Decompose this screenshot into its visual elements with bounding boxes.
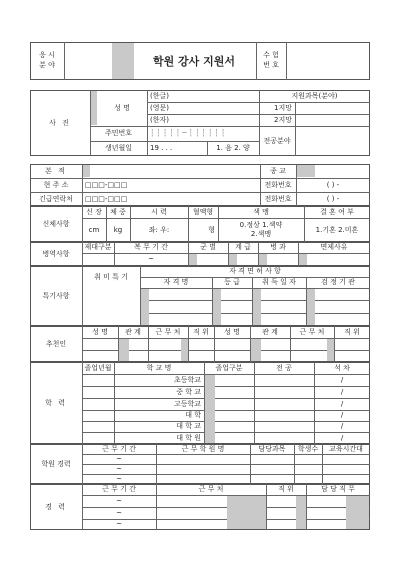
academy-students-header: 학생수: [297, 444, 319, 453]
first-choice-input[interactable]: [295, 102, 370, 114]
exemption-header: 면제사유: [320, 243, 348, 251]
shaded-cell: [82, 165, 90, 177]
rank-field[interactable]: /: [340, 387, 344, 396]
colorblind-header: 색 맹: [253, 207, 269, 216]
name-label: 성 명: [114, 103, 130, 112]
first-choice-label: 1지망: [274, 103, 292, 112]
major-header: 전 공: [276, 363, 292, 372]
specialty-header: 병 과: [270, 243, 286, 251]
address-field[interactable]: □□□-□□□: [85, 180, 128, 189]
exam-no-label: 수 험 번 호: [263, 51, 279, 69]
academy-period-field[interactable]: ~: [116, 454, 122, 463]
referee-name-header-2: 성 명: [224, 327, 240, 336]
rank-header: 석 차: [334, 363, 350, 372]
referee-relation-header-1: 관 계: [125, 327, 141, 336]
school-high[interactable]: 고등학교: [173, 399, 201, 408]
shaded-cell: [141, 289, 149, 325]
license-grade-header: 등 급: [224, 278, 240, 286]
service-period-field[interactable]: ~: [148, 255, 154, 263]
academy-subject-header: 담당과목: [258, 444, 286, 453]
vision-header: 시 력: [151, 207, 167, 216]
weight-field[interactable]: kg: [113, 225, 123, 234]
license-label: 자 격 면 허 사 항: [229, 267, 281, 275]
career-period-header: 근 무 기 간: [102, 485, 136, 493]
hobby-input[interactable]: [82, 288, 140, 326]
discharge-field[interactable]: [82, 253, 114, 266]
bloodtype-field[interactable]: 형: [208, 225, 215, 234]
origin-label: 본 적: [45, 166, 67, 175]
referee-position-header-1: 직 위: [193, 327, 209, 336]
academy-hours-header: 교육시간대: [329, 444, 363, 453]
shaded-cell: [189, 254, 197, 265]
birth-label: 생년월일: [104, 144, 133, 152]
shaded-cell: [181, 339, 188, 361]
grad-type-header: 졸업구분: [215, 363, 243, 372]
grad-date-header: 졸업년월: [84, 363, 112, 372]
license-name-header: 자 격 명: [163, 278, 189, 286]
discharge-header: 제대구분: [84, 243, 112, 251]
referee-relation-header-2: 관 계: [262, 327, 278, 336]
shaded-cell: [205, 375, 215, 443]
career-period-field[interactable]: ~: [116, 520, 122, 528]
phone2-label: 전화번호: [264, 194, 292, 203]
divider: [334, 326, 335, 362]
special-section-label: 특기사항: [42, 291, 70, 300]
career-period-field[interactable]: ~: [116, 496, 122, 505]
service-period-header: 복 무 기 간: [134, 243, 168, 251]
divider: [214, 326, 215, 362]
referee-name-header-1: 성 명: [92, 327, 108, 336]
rank-field[interactable]: /: [340, 375, 344, 384]
career-section-label: 경 력: [45, 502, 67, 511]
shaded-cell: [112, 43, 134, 79]
divider: [188, 326, 189, 362]
education-section-label: 학 력: [45, 398, 67, 407]
birth-field[interactable]: 19 . . .: [150, 144, 173, 152]
vision-field[interactable]: 좌: 우:: [148, 225, 170, 234]
hobby-label: 취 미 특 기: [94, 272, 128, 281]
exam-no-input[interactable]: [286, 42, 370, 80]
school-name-header: 학 교 명: [146, 363, 172, 372]
second-choice-input[interactable]: [295, 114, 370, 126]
academy-period-field[interactable]: ~: [116, 464, 122, 473]
school-university[interactable]: 대 학 교: [176, 422, 201, 430]
subject-label: 지원과목(분야): [291, 91, 338, 100]
career-position-header: 직 위: [278, 485, 294, 493]
career-period-field[interactable]: ~: [116, 508, 122, 517]
shaded-cell: [327, 339, 334, 361]
shaded-cell: [297, 165, 315, 177]
height-header: 신 장: [86, 207, 102, 216]
career-duty-header: 담 당 직 무: [321, 485, 355, 493]
referee-workplace-header-1: 근 무 처: [155, 327, 181, 336]
shaded-cell: [227, 496, 266, 529]
shaded-cell: [119, 339, 129, 361]
shaded-cell: [296, 496, 306, 529]
major-label: 전공분야: [263, 136, 291, 145]
career-workplace-header: 근 무 처: [198, 485, 224, 493]
name-korean-field[interactable]: (한글): [150, 91, 169, 100]
shaded-cell: [346, 496, 369, 529]
resident-no-label: 주민번호: [104, 129, 133, 137]
emergency-field[interactable]: □□□-□□□: [85, 194, 128, 203]
marriage-field[interactable]: 1.기혼 2.미혼: [315, 225, 359, 234]
referee-workplace-header-2: 근 무 처: [299, 327, 325, 336]
bloodtype-header: 혈액형: [192, 207, 214, 216]
branch-header: 군 별: [200, 243, 216, 251]
rank-field[interactable]: /: [340, 433, 344, 442]
shaded-cell: [229, 254, 237, 265]
academy-period-header: 근 무 기 간: [102, 444, 136, 453]
application-field-label: 응 시 분 야: [39, 51, 55, 69]
rank-header: 계 급: [235, 243, 251, 251]
rank-field[interactable]: /: [340, 422, 344, 430]
application-field-input[interactable]: [64, 42, 112, 80]
religion-input[interactable]: [315, 164, 370, 178]
second-choice-label: 2지망: [274, 115, 292, 124]
origin-input[interactable]: [90, 164, 260, 178]
calendar-type-field[interactable]: 1. 음 2. 양: [216, 144, 250, 152]
phone-label: 전화번호: [264, 180, 292, 189]
photo-area[interactable]: 사 진: [49, 118, 71, 127]
shaded-cell: [251, 339, 261, 361]
marriage-header: 결 혼 여 부: [320, 207, 354, 216]
military-section-label: 병역사항: [42, 249, 70, 258]
weight-header: 체 중: [110, 207, 126, 216]
address-label: 현 주 소: [43, 180, 69, 189]
form-title: 학원 강사 지원서: [152, 54, 236, 68]
shaded-cell: [307, 289, 315, 325]
body-section-label: 신체사항: [42, 219, 70, 228]
height-field[interactable]: cm: [88, 225, 100, 234]
shaded-cell: [259, 254, 267, 265]
shaded-cell: [253, 289, 261, 325]
divider: [148, 326, 149, 362]
rank-field[interactable]: /: [340, 399, 344, 408]
shaded-cell: [299, 254, 307, 265]
shaded-cell: [213, 289, 221, 325]
name-hanja-field[interactable]: (한자): [150, 115, 169, 124]
school-graduate[interactable]: 대 학 원: [176, 433, 201, 442]
major-input[interactable]: [295, 126, 370, 156]
referee-section-label: 추천인: [45, 339, 67, 348]
referee-position-header-2: 직 위: [344, 327, 360, 336]
school-college[interactable]: 대 학: [185, 411, 201, 419]
academy-period-field[interactable]: ~: [116, 474, 122, 483]
divider: [290, 326, 291, 362]
colorblind-field[interactable]: 0.정상 1.색약 2.색맹: [239, 220, 283, 238]
resident-no-field[interactable]: ┆ ┆ ┆ ┆ ┆ ─ ┆ ┆ ┆ ┆ ┆ ┆: [150, 129, 226, 137]
rank-field[interactable]: /: [340, 411, 344, 419]
name-english-field[interactable]: (영문): [150, 103, 169, 112]
phone-field[interactable]: ( ) -: [326, 180, 340, 189]
school-elementary[interactable]: 초등학교: [173, 375, 201, 384]
academy-name-header: 근 무 학 원 명: [181, 444, 225, 453]
phone2-field[interactable]: ( ) -: [326, 194, 340, 203]
emergency-label: 긴급연락처: [39, 194, 73, 203]
license-agency-header: 검 정 기 관: [321, 278, 355, 286]
license-date-header: 취 득 일 자: [262, 278, 296, 286]
academy-career-section-label: 학원 경력: [41, 459, 71, 468]
school-middle[interactable]: 중 학 교: [176, 387, 201, 396]
religion-label: 종 교: [270, 166, 286, 175]
